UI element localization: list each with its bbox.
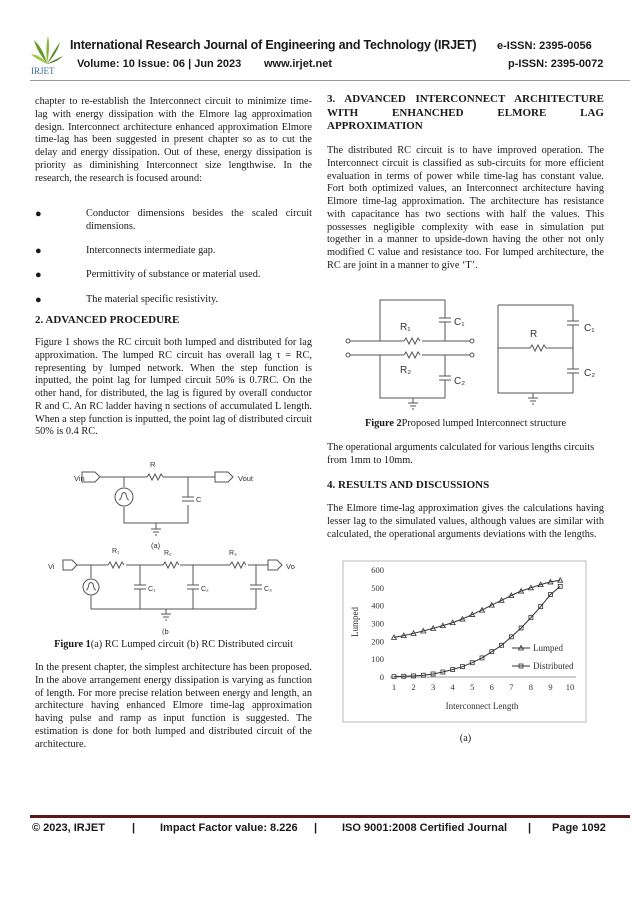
section-4-heading: 4. RESULTS AND DISCUSSIONS: [327, 479, 490, 491]
r1-label: R₁: [400, 322, 411, 333]
c1-label: C₁: [454, 317, 465, 328]
ground-icon: [151, 523, 161, 535]
journal-title: International Research Journal of Engineering and Technology (IRJET): [70, 38, 477, 52]
caption-text: (a) RC Lumped circuit (b) RC Distributed circuit: [90, 639, 293, 650]
r3-label: R₃: [229, 550, 237, 557]
y-tick-label: 600: [371, 565, 384, 575]
r1-label: R₁: [112, 548, 120, 555]
logo-text: IRJET: [31, 66, 55, 76]
resistor-icon: [404, 338, 420, 358]
vout-label: Vout: [238, 474, 254, 483]
footer-page-number: Page 1092: [552, 822, 606, 834]
section-2-heading: 2. ADVANCED PROCEDURE: [35, 314, 180, 326]
interconnect-length-chart: [340, 558, 590, 726]
r2-label: R₂: [164, 550, 172, 557]
list-item: [35, 245, 312, 258]
journal-logo: [30, 34, 64, 78]
bullet-text: The material specific resistivity.: [86, 294, 218, 305]
vi-label: Vi: [48, 562, 55, 571]
figure-b-label: (b: [162, 627, 169, 635]
r-label: R: [150, 460, 156, 469]
c1-label: C₁: [148, 586, 156, 593]
ground-icon: [161, 609, 171, 620]
e-issn: e-ISSN: 2395-0056: [497, 40, 592, 52]
voltage-source-icon: [83, 579, 99, 595]
volume-issue: Volume: 10 Issue: 06 | Jun 2023: [77, 58, 242, 70]
list-item: [35, 294, 312, 307]
y-tick-label: 0: [379, 672, 384, 682]
header-divider: [30, 80, 630, 81]
figure-a-label: (a): [151, 541, 161, 550]
c3-label: C₃: [264, 586, 272, 593]
bullet-icon: ●: [35, 294, 42, 306]
x-tick-label: 2: [411, 682, 416, 692]
bullet-icon: ●: [35, 269, 42, 282]
c2-label: C₂: [584, 368, 596, 379]
y-tick-label: 500: [371, 582, 384, 593]
caption-label: Figure 2: [364, 418, 402, 429]
y-tick-label: 200: [371, 636, 384, 647]
footer-separator: |: [528, 822, 532, 834]
x-tick-label: 5: [470, 682, 475, 692]
ground-icon: [528, 393, 538, 404]
x-tick-label: 8: [528, 682, 534, 692]
list-item: [35, 208, 312, 234]
paragraph-3: In the present chapter, the simplest architecture has been proposed. In the above arrangement energy dissipation is varying as function of length. For more precise relation between energy and length, an architecture having enhanced Elmore time-lag approximation having pulse and ramp as input function is suggested. The estimation is done for both lumped and distributed circuit of the architecture.: [35, 662, 312, 750]
bullet-icon: ●: [35, 244, 42, 257]
section-2-paragraph: Figure 1 shows the RC circuit both lumped and distributed for lag approximation. The lumped RC circuit has overall lag τ = RC, representing by lumped network. When the step function is inputted, the point lag for lumped circuit 50% is 0.7RC. On the other hand, for distributed, the lag is figured by overall conductor R and C. An RC ladder having n sections of accumulated L length. When a step function is inputted, the point lag of distributed circuit 50% is 0.4 RC.: [35, 337, 312, 438]
footer-separator: |: [314, 822, 318, 834]
r2-label: R₂: [400, 365, 412, 376]
bullet-text: Permittivity of substance or material used.: [86, 269, 261, 281]
p-issn: p-ISSN: 2395-0072: [508, 58, 604, 70]
intro-paragraph: chapter to re-establish the Interconnect circuit to minimize time-lag with energy dissipation with the Elmore lag approximation design. Interconnect architecture enhanced approximation Elmore time-lag has been suggested in present chapter so as to cut the delay and energy dissipation. Out of these, energy dissipation is priority as diminishing Interconnect size lengthwise. In the research, the research is focused around:: [35, 96, 312, 184]
vo-label: Vo: [286, 562, 295, 571]
figure-2-caption: [327, 418, 604, 429]
list-item: [35, 269, 312, 282]
section-4-paragraph: The Elmore time-lag approximation gives the calculations having lesser lag to the simulated values, although values are similar with calculated, the operational arguments deviations with the lengths.: [327, 503, 604, 540]
section-3-heading: 3. ADVANCED INTERCONNECT ARCHITECTURE WITH ENHANCHED ELMORE LAG APPROXIMATION: [327, 93, 604, 133]
y-tick-label: 100: [371, 654, 384, 665]
figure-2-circuits: [330, 298, 610, 413]
x-tick-label: 6: [489, 682, 494, 692]
y-tick-label: 400: [371, 600, 384, 611]
ground-icon: [408, 398, 418, 409]
figure-1-caption: [35, 639, 312, 650]
x-axis-label: Interconnect Length: [445, 701, 519, 711]
lumped-rc-circuit: [74, 460, 254, 550]
footer-impact-factor: Impact Factor value: 8.226: [160, 822, 298, 834]
resistor-icon: [147, 474, 163, 480]
caption-text: Proposed lumped Interconnect structure: [401, 418, 567, 429]
legend-label: Distributed: [533, 661, 574, 671]
x-tick-label: 10: [565, 682, 575, 692]
bullet-text: Interconnects intermediate gap.: [86, 244, 216, 256]
chart-caption: (a): [459, 733, 472, 744]
figure-1-circuits: [30, 445, 320, 635]
voltage-source-icon: [115, 488, 133, 506]
caption-label: Figure 1: [54, 639, 91, 650]
c2-label: C₂: [201, 586, 209, 593]
distributed-rc-circuit: [48, 548, 295, 635]
c2-label: C₂: [454, 376, 466, 387]
legend-label: Lumped: [533, 643, 563, 653]
bullet-text: Conductor dimensions besides the scaled circuit dimensions.: [86, 208, 312, 232]
footer-divider: [30, 815, 630, 818]
vin-label: Vin: [74, 474, 85, 483]
resistor-icon: [530, 345, 548, 351]
footer-separator: |: [132, 822, 136, 834]
footer-iso: ISO 9001:2008 Certified Journal: [342, 822, 508, 834]
y-tick-label: 300: [371, 618, 384, 629]
x-tick-label: 9: [548, 682, 553, 692]
lengths-paragraph: The operational arguments calculated for various lengths circuits from 1mm to 10mm.: [327, 442, 595, 466]
t-network-circuit: [346, 300, 474, 409]
x-tick-label: 1: [391, 682, 397, 692]
website-link[interactable]: www.irjet.net: [264, 58, 333, 70]
bullet-list: [35, 208, 312, 307]
x-tick-label: 7: [509, 682, 514, 692]
y-axis-label: Lumped: [350, 607, 360, 637]
x-tick-label: 4: [450, 682, 455, 692]
section-3-paragraph: The distributed RC circuit is to have improved operation. The Interconnect circuit is classified as sub-circuits for more efficient evaluation in terms of power while time-lag has constant value. Fort both optimized values, an Interconnect architecture having Elmore time-lag approximation. The architecture has resistance with capacitance has two sections with half the values. This possesses negligible complexity with ease in simulation put together in a manner to upside-down having the other not only modified C value and resistance too. For lumped architecture, the RC are joint in a manner to give ‘T’.: [327, 145, 604, 271]
c-label: C: [196, 495, 202, 504]
bullet-icon: ●: [35, 208, 42, 220]
lumped-structure-circuit: [498, 305, 595, 404]
footer-copyright: © 2023, IRJET: [32, 822, 105, 834]
x-tick-label: 3: [430, 682, 436, 692]
c1-label: C₁: [584, 323, 595, 334]
r-label: R: [530, 329, 538, 340]
